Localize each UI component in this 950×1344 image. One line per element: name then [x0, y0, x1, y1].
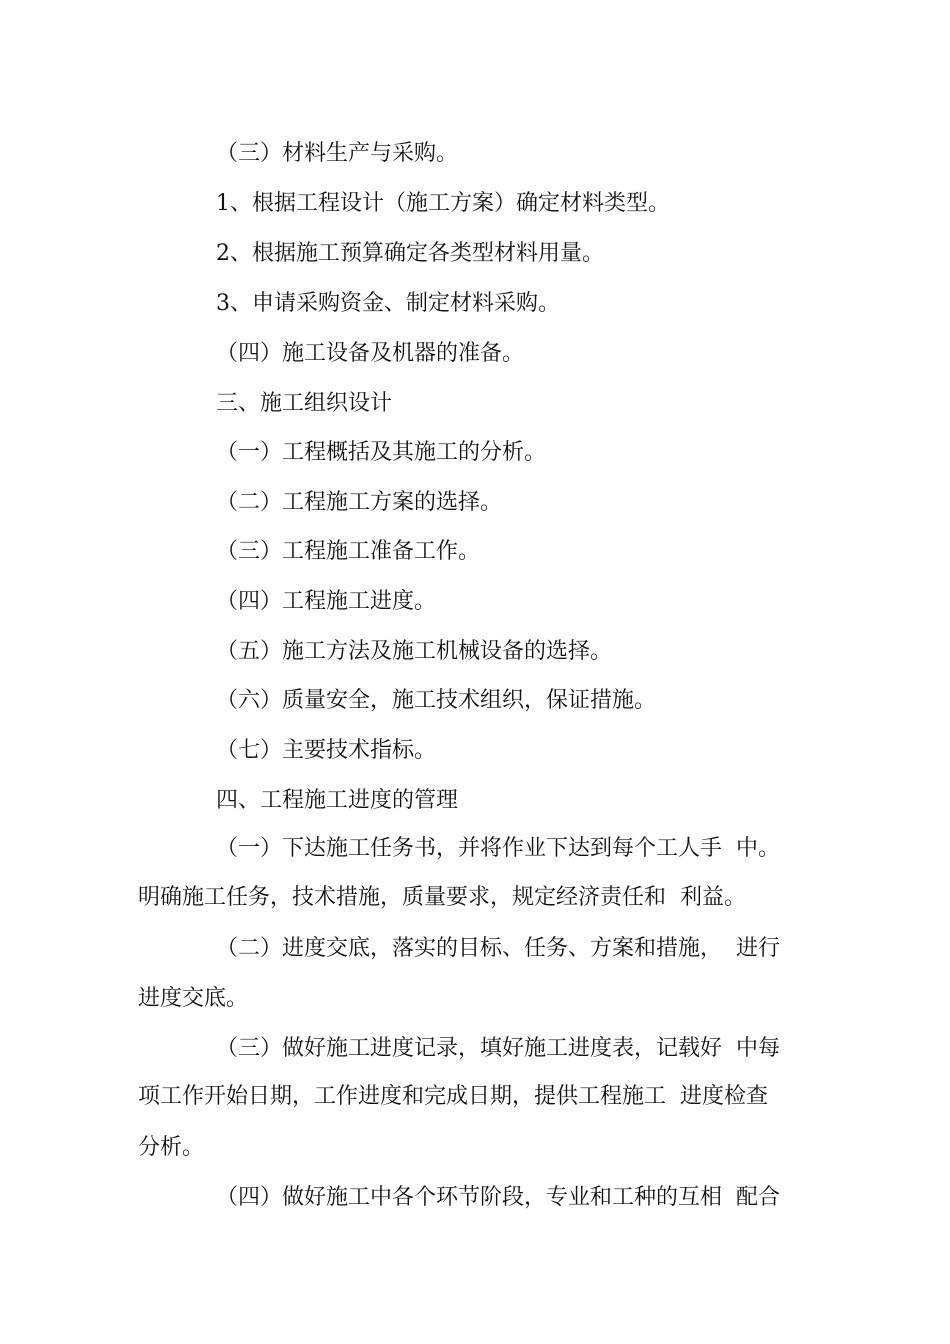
section-heading: （四）施工设备及机器的准备。	[216, 341, 525, 366]
list-item: 1、根据工程设计（施工方案）确定材料类型。	[216, 191, 670, 216]
list-item: 2、根据施工预算确定各类型材料用量。	[216, 241, 604, 266]
section-heading: （七）主要技术指标。	[216, 738, 437, 763]
section-heading: （三）工程施工准备工作。	[216, 539, 481, 564]
section-heading: （四）工程施工进度。	[216, 589, 437, 614]
paragraph-line: （四）做好施工中各个环节阶段，专业和工种的互相 配合	[216, 1185, 780, 1210]
paragraph-line: 进度交底。	[138, 986, 249, 1011]
paragraph-line: 项工作开始日期，工作进度和完成日期，提供工程施工 进度检查	[138, 1084, 768, 1109]
paragraph-line: 明确施工任务，技术措施，质量要求，规定经济责任和 利益。	[138, 885, 746, 910]
paragraph-line: （二）进度交底，落实的目标、任务、方案和措施， 进行	[216, 936, 780, 961]
chapter-heading: 四、工程施工进度的管理	[216, 788, 459, 813]
paragraph-line: （三）做好施工进度记录，填好施工进度表，记载好 中每	[216, 1036, 780, 1061]
paragraph-line: （一）下达施工任务书，并将作业下达到每个工人手 中。	[216, 836, 780, 861]
section-heading: （三）材料生产与采购。	[216, 141, 459, 166]
section-heading: （五）施工方法及施工机械设备的选择。	[216, 639, 613, 664]
paragraph-line: 分析。	[138, 1135, 205, 1160]
section-heading: （六）质量安全，施工技术组织，保证措施。	[216, 688, 657, 713]
list-item: 3、申请采购资金、制定材料采购。	[216, 291, 560, 316]
chapter-heading: 三、施工组织设计	[216, 391, 393, 416]
section-heading: （一）工程概括及其施工的分析。	[216, 440, 547, 465]
section-heading: （二）工程施工方案的选择。	[216, 490, 503, 515]
